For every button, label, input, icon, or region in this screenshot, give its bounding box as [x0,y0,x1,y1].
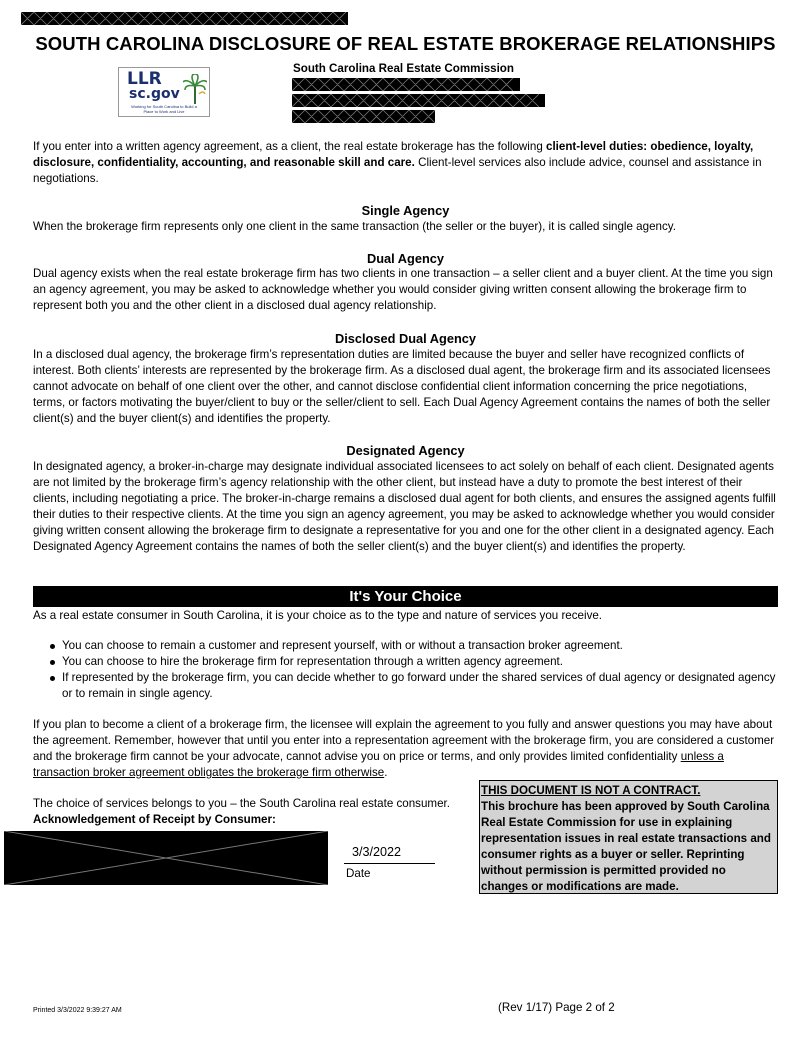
redacted-signature [4,831,328,885]
choice-intro: As a real estate consumer in South Carolina, it is your choice as to the type and nature of services you receive. [33,609,603,622]
body-designated-agency: In designated agency, a broker-in-charge may designate individual associated licensees to act solely on behalf of each client. Designated agents are not limited by the brokerage firm’s agency relationship with the other client, but instead have a duty to promote the best interest of their clients, including negotiating a price. The broker-in-charge remains a disclosed dual agent for both clients, and ensures the assigned agents fulfill their duties to their respective clients. At the time you sign an agency agreement, you may be asked to acknowledge whether you would consider giving written consent allowing the brokerage firm to designate a representative for you and one for the other client in a designated agency. Each Designated Agency Agreement contains the names of both the seller client(s) and the buyer client(s) and identifies the property. [33,460,776,553]
plan-paragraph [33,717,778,781]
llr-logo [118,67,210,117]
plan-underlined: unless a transaction broker agreement obligates the brokerage firm otherwise [33,750,724,779]
redacted-address-line-3 [292,110,435,123]
intro-paragraph [33,139,778,187]
heading-dual-agency: Dual Agency [366,251,445,266]
redacted-address-line-2 [292,94,545,107]
body-disclosed-dual-agency: In a disclosed dual agency, the brokerage firm’s representation duties are limited because the buyer and seller have recognized conflicts of interest. Both clients’ interests are represented by the brokerage firm. As a disclosed dual agent, the brokerage firm and its associated licensees cannot advocate on behalf of one client over the other, and cannot disclose confidential client information concerning the price negotiations, terms, or factors motivating the buyer/client to buy or the seller/client to sell. Each Dual Agency Agreement contains the names of both the seller client(s) and the buyer client(s) and identifies the property. [33,348,771,425]
acknowledgement-label: Acknowledgement of Receipt by Consumer: [33,813,276,826]
redaction-hatch-icon [292,110,435,123]
palmetto-icon [183,74,207,104]
list-item [48,670,778,702]
logo-tagline: Working for South Carolina to Build a Place to Work and Live [131,104,197,114]
date-underline [344,863,435,864]
logo-line1: LLR [127,69,162,89]
bullet-icon [50,676,55,681]
choice-belongs: The choice of services belongs to you – the South Carolina real estate consumer. [33,797,450,810]
body-dual-agency: Dual agency exists when the real estate brokerage firm has two clients in one transaction – a seller client and a buyer client. At the time you sign an agency agreement, you may be asked to acknowledge whether you would consider giving written consent allowing the brokerage firm to represent both you and the other client in a disclosed dual agency relationship. [33,267,773,312]
choice-banner: It's Your Choice [33,586,778,607]
redacted-address-line-1 [292,78,520,91]
redaction-hatch-icon [4,831,328,885]
redaction-hatch-icon [292,94,545,107]
heading-disclosed-dual-agency: Disclosed Dual Agency [334,331,477,346]
list-item [48,654,778,670]
page-title: SOUTH CAROLINA DISCLOSURE OF REAL ESTATE BROKERAGE RELATIONSHIPS [35,33,776,54]
notice-title: THIS DOCUMENT IS NOT A CONTRACT. [481,784,701,797]
plan-text: If you plan to become a client of a brokerage firm, the licensee will explain the agreement to you fully and answer questions you may have about the agreement. Remember, however that until you enter into a representation agreement with the brokerage firm, you are considered a customer and the brokerage firm cannot be your advocate, cannot advise you on price or terms, and only provides limited confidentiality [33,718,775,763]
logo-line2: sc.gov [129,86,180,102]
intro-duties: client-level duties: obedience, loyalty, disclosure, confidentiality, accounting, and reasonable skill and care. [33,140,754,169]
notice-body: This brochure has been approved by South Carolina Real Estate Commission for use in explaining representation issues in real estate transactions and consumer rights as a buyer or seller. Reprinting without permission is permitted provided no changes or modifications are made. [481,800,771,893]
list-item [48,638,778,654]
bullet-text: If represented by the brokerage firm, you can decide whether to go forward under the shared services of dual agency or designated agency or to remain in single agency. [62,671,776,700]
intro-text-after: Client-level services also include advice, counsel and assistance in negotiations. [33,156,762,185]
body-single-agency: When the brokerage firm represents only one client in the same transaction (the seller or the buyer), it is called single agency. [33,220,676,233]
printed-timestamp: Printed 3/3/2022 9:39:27 AM [33,1007,122,1014]
heading-single-agency: Single Agency [361,203,450,218]
plan-end: . [384,766,388,779]
intro-text-before: If you enter into a written agency agreement, as a client, the real estate brokerage has the following [33,140,547,153]
heading-designated-agency: Designated Agency [346,443,465,458]
redaction-hatch-icon [292,78,520,91]
redaction-hatch-icon [21,12,348,25]
bullet-icon [50,644,55,649]
date-label: Date [346,867,371,880]
commission-name: South Carolina Real Estate Commission [293,62,514,75]
revision-page-number: (Rev 1/17) Page 2 of 2 [498,1001,615,1014]
bullet-icon [50,660,55,665]
not-a-contract-notice [479,780,778,894]
bullet-text: You can choose to remain a customer and represent yourself, with or without a transaction broker agreement. [62,639,623,652]
redacted-header-field [21,12,348,25]
bullet-text: You can choose to hire the brokerage firm for representation through a written agency agreement. [62,655,563,668]
signature-date: 3/3/2022 [352,845,402,859]
choice-bullet-list [48,638,778,702]
